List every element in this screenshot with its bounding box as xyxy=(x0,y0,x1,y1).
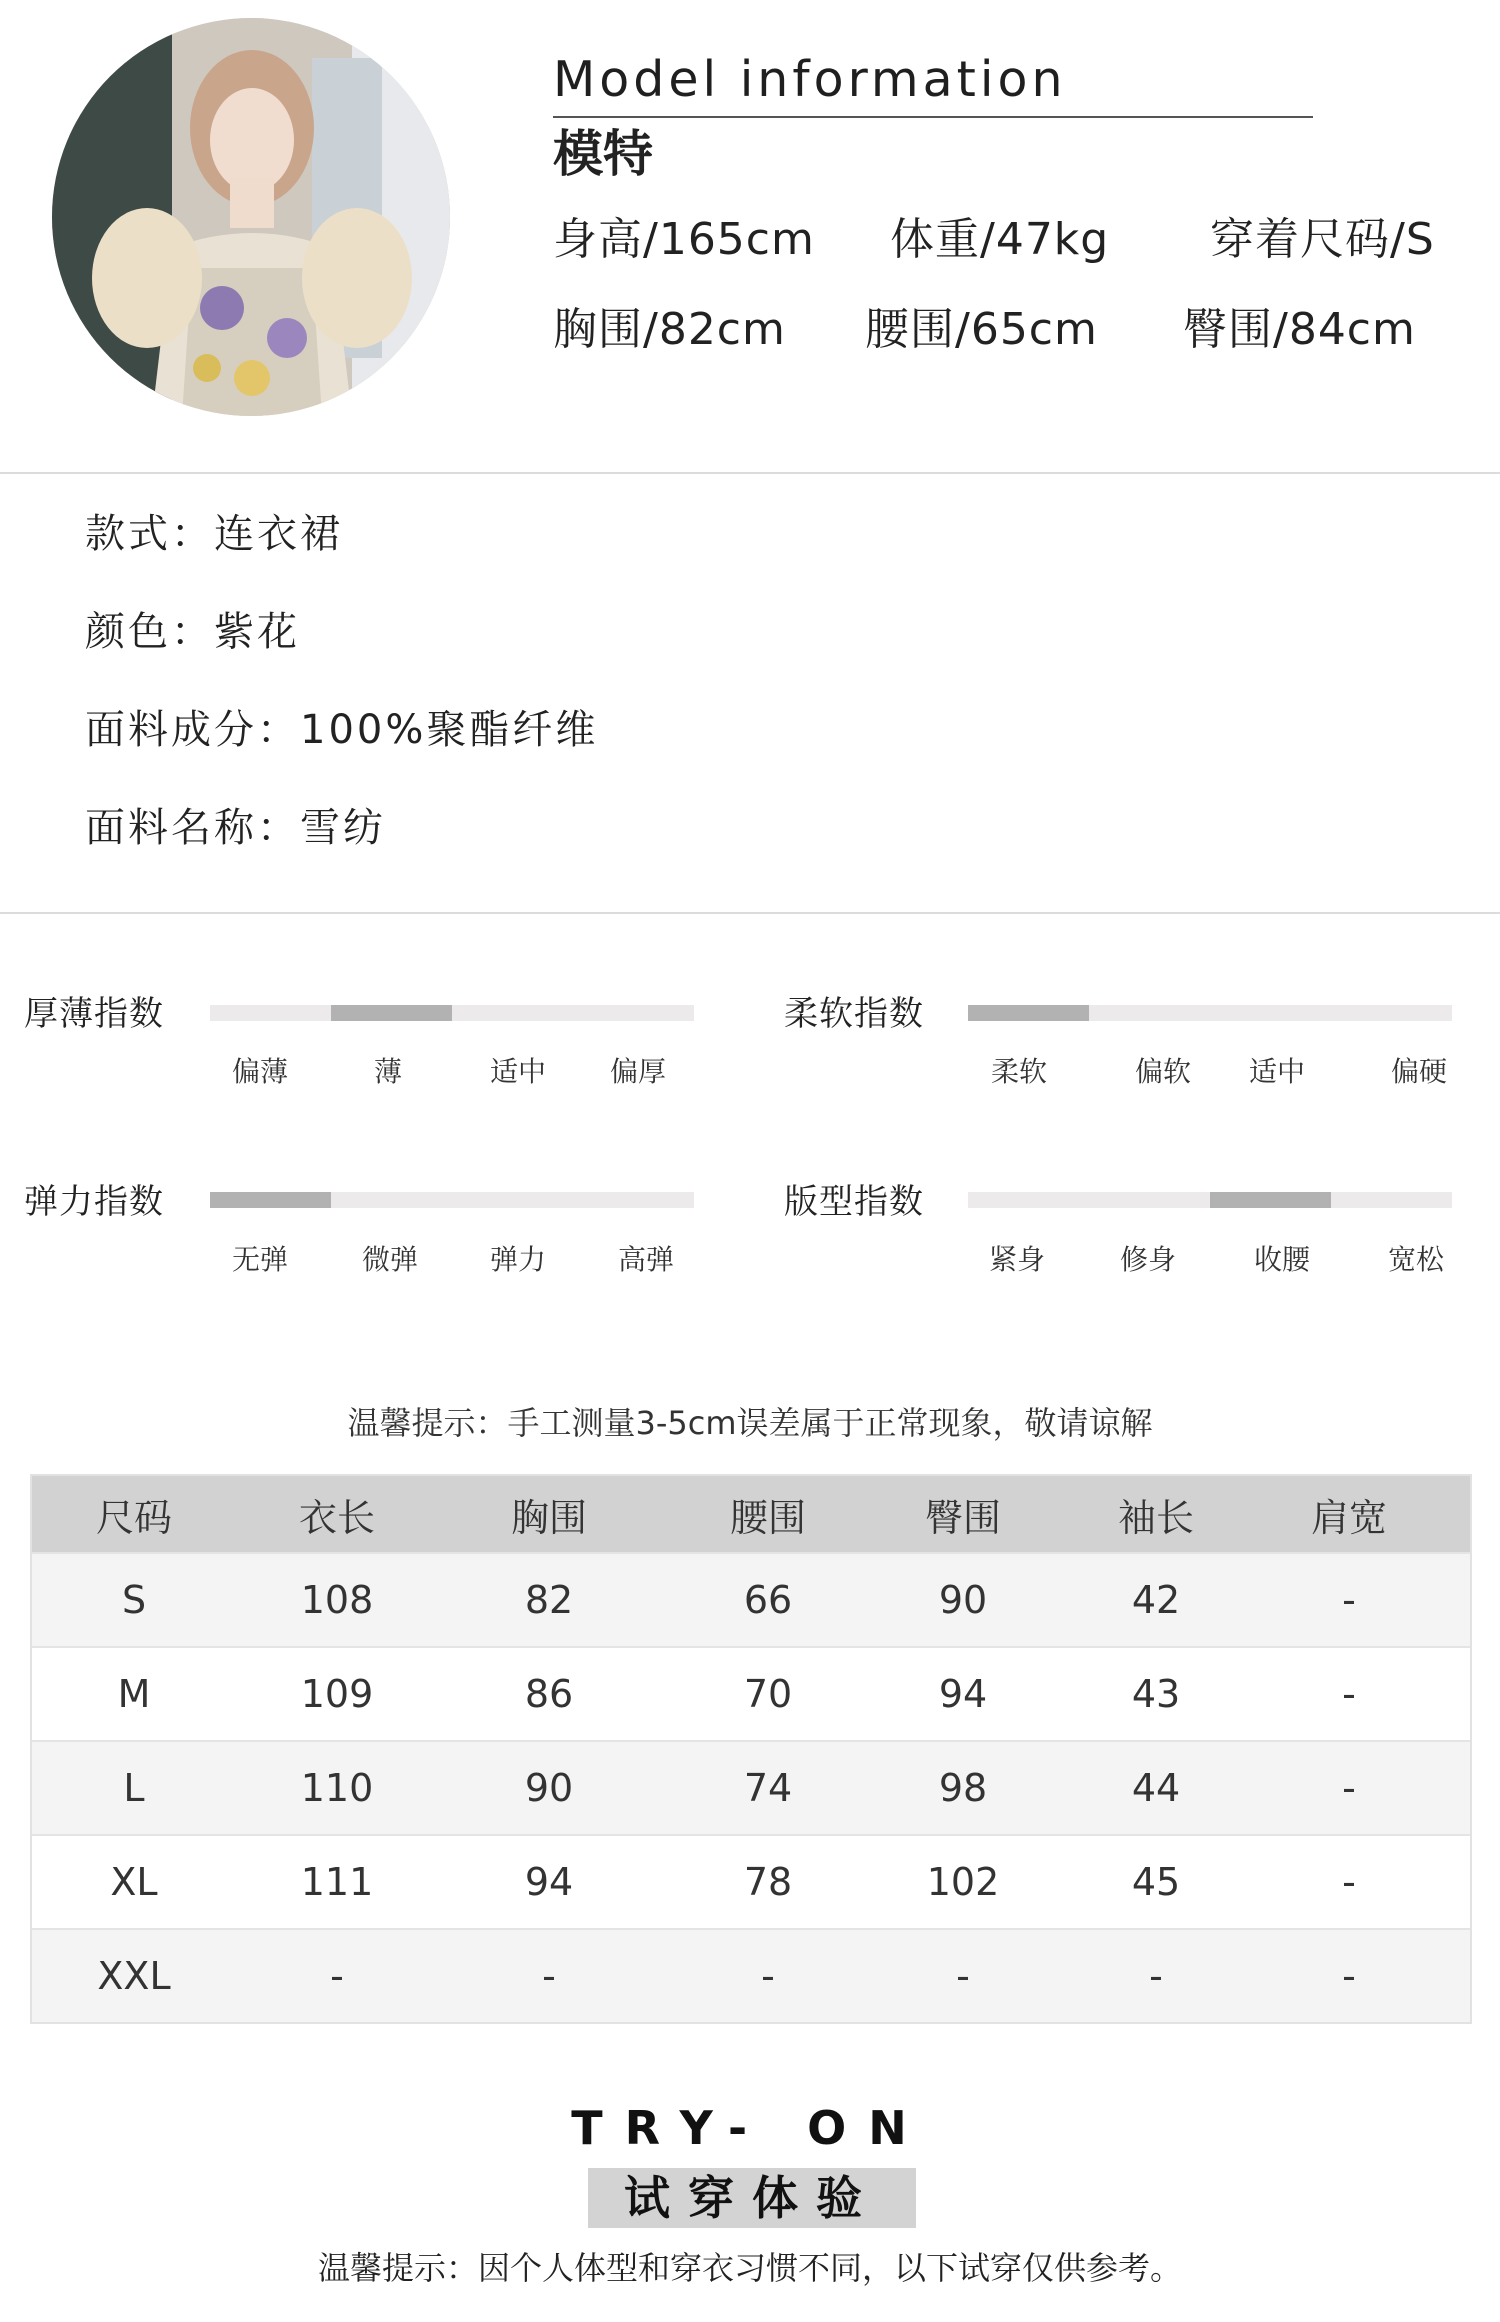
index-selected-segment xyxy=(968,1005,1089,1021)
table-cell: S xyxy=(121,1578,147,1622)
table-cell: XL xyxy=(110,1860,158,1904)
divider xyxy=(0,472,1500,474)
attr-fabric-name: 面料名称：雪纺 xyxy=(85,805,386,851)
table-cell: 90 xyxy=(524,1766,574,1810)
size-table xyxy=(30,1474,1472,2024)
table-header-cell: 衣长 xyxy=(298,1495,375,1540)
index-selected-segment xyxy=(210,1192,331,1208)
table-cell: 70 xyxy=(743,1672,793,1716)
index-option: 无弹 xyxy=(231,1243,289,1276)
table-cell: 94 xyxy=(938,1672,988,1716)
softness-index-bar xyxy=(968,1005,1452,1021)
table-cell: M xyxy=(117,1672,151,1716)
table-cell: - xyxy=(1342,1766,1356,1810)
table-header-cell: 臀围 xyxy=(924,1495,1001,1540)
table-cell: 94 xyxy=(524,1860,574,1904)
index-option: 收腰 xyxy=(1253,1243,1311,1276)
index-option: 薄 xyxy=(373,1055,403,1088)
index-option: 偏薄 xyxy=(231,1055,289,1088)
model-weight: 体重/47kg xyxy=(890,214,1110,265)
table-cell: 110 xyxy=(300,1766,374,1810)
index-option: 微弹 xyxy=(361,1243,419,1276)
measurement-note: 温馨提示：手工测量3-5cm误差属于正常现象，敬请谅解 xyxy=(347,1404,1153,1442)
table-cell: - xyxy=(1342,1860,1356,1904)
attr-style: 款式：连衣裙 xyxy=(85,511,343,557)
model-bust: 胸围/82cm xyxy=(553,304,786,355)
try-on-title: TRY- ON xyxy=(571,2101,929,2155)
attr-fabric-content: 面料成分：100%聚酯纤维 xyxy=(85,707,599,753)
model-photo xyxy=(52,18,450,416)
table-cell: 44 xyxy=(1131,1766,1181,1810)
table-header-cell: 胸围 xyxy=(510,1495,587,1540)
table-row xyxy=(32,1740,1470,1834)
index-option: 偏软 xyxy=(1134,1055,1192,1088)
table-cell: 111 xyxy=(300,1860,374,1904)
table-cell: 42 xyxy=(1131,1578,1181,1622)
table-header-cell: 尺码 xyxy=(95,1495,172,1540)
index-label: 柔软指数 xyxy=(784,994,924,1034)
model-hip: 臀围/84cm xyxy=(1183,304,1416,355)
table-row xyxy=(32,1834,1470,1928)
model-info-title: Model information xyxy=(553,51,1067,108)
table-cell: - xyxy=(1342,1578,1356,1622)
model-waist: 腰围/65cm xyxy=(865,304,1098,355)
index-option: 偏硬 xyxy=(1390,1055,1448,1088)
table-header-cell: 腰围 xyxy=(729,1495,806,1540)
table-cell: 66 xyxy=(743,1578,793,1622)
index-option: 适中 xyxy=(1248,1055,1306,1088)
index-selected-segment xyxy=(1210,1192,1331,1208)
index-selected-segment xyxy=(331,1005,452,1021)
index-option: 柔软 xyxy=(990,1055,1048,1088)
table-header-row xyxy=(32,1476,1470,1552)
table-cell: 102 xyxy=(926,1860,1000,1904)
index-option: 修身 xyxy=(1119,1243,1177,1276)
table-row xyxy=(32,1646,1470,1740)
try-on-note: 温馨提示：因个人体型和穿衣习惯不同，以下试穿仅供参考。 xyxy=(317,2249,1182,2287)
table-cell: - xyxy=(1342,1954,1356,1998)
model-height: 身高/165cm xyxy=(553,214,815,265)
table-cell: 109 xyxy=(300,1672,374,1716)
table-cell: - xyxy=(542,1954,556,1998)
table-row xyxy=(32,1928,1470,2022)
table-cell: - xyxy=(1342,1672,1356,1716)
table-cell: - xyxy=(956,1954,970,1998)
index-option: 偏厚 xyxy=(609,1055,667,1088)
table-cell: 90 xyxy=(938,1578,988,1622)
index-option: 紧身 xyxy=(988,1243,1046,1276)
table-header-cell: 袖长 xyxy=(1117,1495,1194,1540)
table-cell: 43 xyxy=(1131,1672,1181,1716)
table-cell: 108 xyxy=(300,1578,374,1622)
index-label: 弹力指数 xyxy=(24,1182,164,1222)
table-cell: 98 xyxy=(938,1766,988,1810)
divider xyxy=(0,912,1500,914)
attr-color: 颜色：紫花 xyxy=(85,609,300,655)
model-size: 穿着尺码/S xyxy=(1210,214,1435,265)
try-on-subtitle: 试穿体验 xyxy=(588,2168,916,2228)
index-option: 适中 xyxy=(489,1055,547,1088)
index-option: 高弹 xyxy=(617,1243,675,1276)
index-label: 厚薄指数 xyxy=(24,994,164,1034)
fit-index-bar xyxy=(968,1192,1452,1208)
table-cell: 74 xyxy=(743,1766,793,1810)
thickness-index-bar xyxy=(210,1005,694,1021)
index-label: 版型指数 xyxy=(784,1182,924,1222)
table-header-cell: 肩宽 xyxy=(1310,1495,1387,1540)
index-option: 弹力 xyxy=(489,1243,547,1276)
table-cell: - xyxy=(330,1954,344,1998)
index-option: 宽松 xyxy=(1387,1243,1445,1276)
title-underline xyxy=(553,116,1313,118)
table-row xyxy=(32,1552,1470,1646)
table-cell: 78 xyxy=(743,1860,793,1904)
table-cell: - xyxy=(1149,1954,1163,1998)
elasticity-index-bar xyxy=(210,1192,694,1208)
table-cell: - xyxy=(761,1954,775,1998)
table-cell: L xyxy=(123,1766,145,1810)
table-cell: 45 xyxy=(1131,1860,1181,1904)
table-cell: 86 xyxy=(524,1672,574,1716)
model-subtitle: 模特 xyxy=(553,125,653,183)
table-cell: 82 xyxy=(524,1578,574,1622)
table-cell: XXL xyxy=(97,1954,171,1998)
